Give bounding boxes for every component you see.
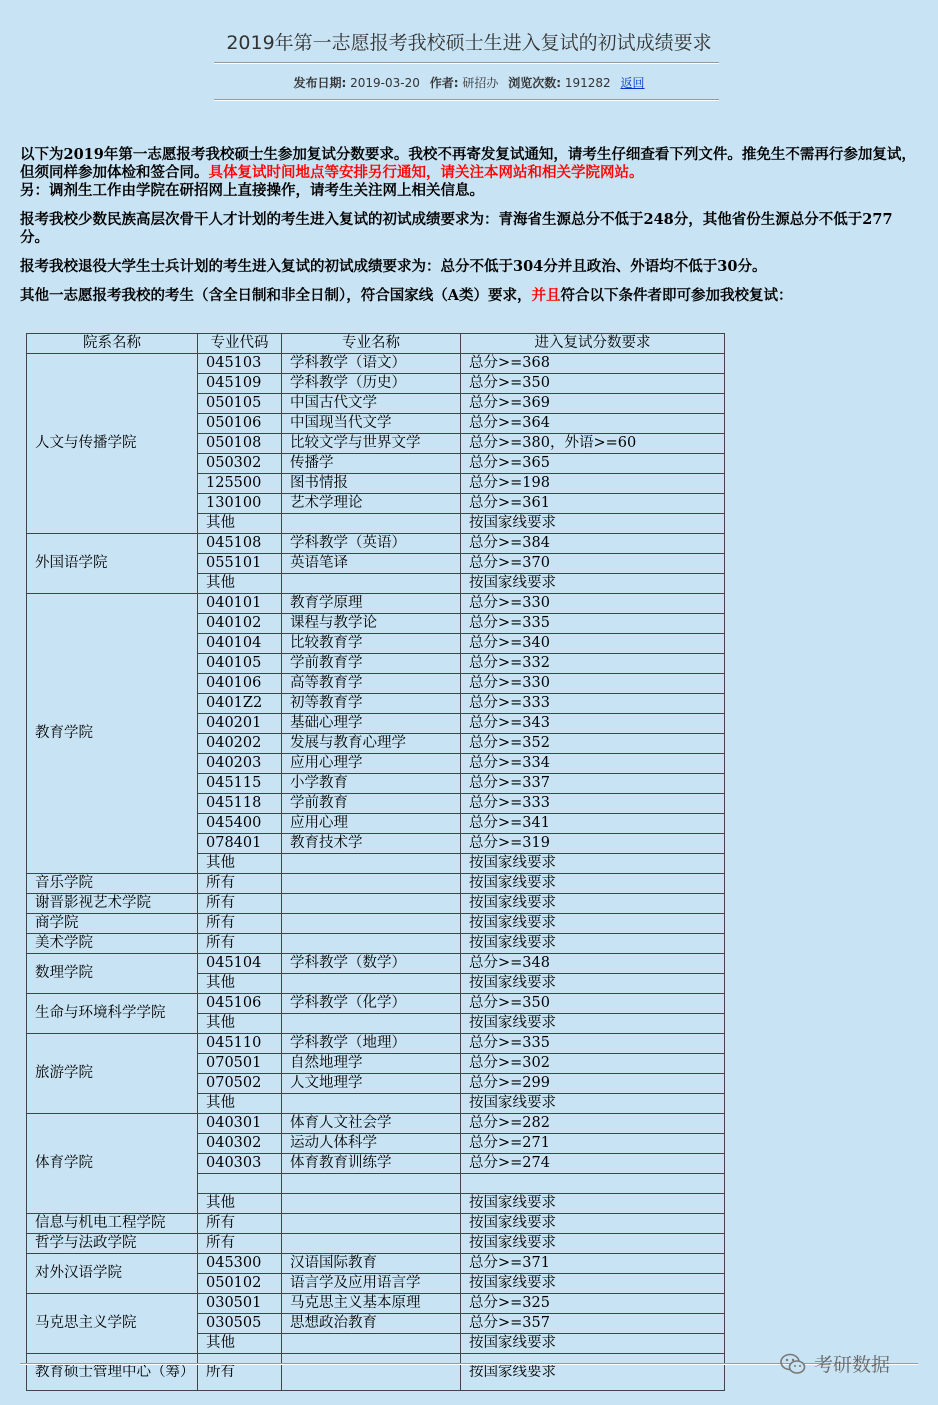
- major-name: [282, 1094, 461, 1114]
- back-link[interactable]: 返回: [620, 76, 645, 90]
- college-name: 外国语学院: [27, 534, 198, 594]
- major-name: [282, 1014, 461, 1034]
- score-requirement: 按国家线要求: [461, 1214, 725, 1234]
- major-code: 045103: [198, 354, 282, 374]
- major-code: 所有: [198, 1214, 282, 1234]
- watermark: [780, 1350, 890, 1377]
- score-requirement: 总分>=364: [461, 414, 725, 434]
- table-row: [27, 354, 725, 374]
- major-code: 045115: [198, 774, 282, 794]
- major-name: 学科教学（英语）: [282, 534, 461, 554]
- major-name: [282, 1334, 461, 1354]
- score-requirement: 总分>=319: [461, 834, 725, 854]
- college-name: 体育学院: [27, 1114, 198, 1214]
- major-name: 小学教育: [282, 774, 461, 794]
- major-name: [282, 874, 461, 894]
- major-name: [282, 934, 461, 954]
- table-row: [27, 1034, 725, 1054]
- major-code: 其他: [198, 1014, 282, 1034]
- author-label: 作者:: [429, 76, 459, 90]
- article-meta: [0, 74, 938, 91]
- score-requirement: 按国家线要求: [461, 914, 725, 934]
- major-name: [282, 1354, 461, 1391]
- score-requirement: 按国家线要求: [461, 1014, 725, 1034]
- major-code: 045104: [198, 954, 282, 974]
- table-row: [27, 934, 725, 954]
- score-requirement: 总分>=333: [461, 794, 725, 814]
- college-name: 谢晋影视艺术学院: [27, 894, 198, 914]
- major-name: 自然地理学: [282, 1054, 461, 1074]
- score-table-body: [27, 354, 725, 1391]
- major-name: 比较教育学: [282, 634, 461, 654]
- major-code: 050102: [198, 1274, 282, 1294]
- major-code: 040106: [198, 674, 282, 694]
- table-row: [27, 1294, 725, 1314]
- college-name: 哲学与法政学院: [27, 1234, 198, 1254]
- score-requirement: 总分>=371: [461, 1254, 725, 1274]
- major-name: 体育人文社会学: [282, 1114, 461, 1134]
- major-code: 其他: [198, 854, 282, 874]
- score-requirement: 按国家线要求: [461, 1334, 725, 1354]
- major-name: 学前教育学: [282, 654, 461, 674]
- major-code: 所有: [198, 874, 282, 894]
- score-requirement: 总分>=365: [461, 454, 725, 474]
- college-name: 生命与环境科学学院: [27, 994, 198, 1034]
- score-requirement: 按国家线要求: [461, 894, 725, 914]
- score-requirement: 总分>=325: [461, 1294, 725, 1314]
- major-code: 040201: [198, 714, 282, 734]
- major-name: 发展与教育心理学: [282, 734, 461, 754]
- major-name: 马克思主义基本原理: [282, 1294, 461, 1314]
- intro-notice-red: 具体复试时间地点等安排另行通知，请关注本网站和相关学院网站。: [208, 164, 644, 181]
- score-requirement: 总分>=369: [461, 394, 725, 414]
- header-major: 专业名称: [282, 334, 461, 354]
- score-requirement: 总分>=348: [461, 954, 725, 974]
- major-code: 070501: [198, 1054, 282, 1074]
- college-name: 音乐学院: [27, 874, 198, 894]
- watermark-text: 考研数据: [814, 1354, 891, 1376]
- major-code: 045300: [198, 1254, 282, 1274]
- score-requirement: 总分>=333: [461, 694, 725, 714]
- major-name: 课程与教学论: [282, 614, 461, 634]
- major-code: 040301: [198, 1114, 282, 1134]
- major-name: 中国古代文学: [282, 394, 461, 414]
- major-name: [282, 574, 461, 594]
- table-row: [27, 874, 725, 894]
- score-requirement: 总分>=198: [461, 474, 725, 494]
- score-requirement: 按国家线要求: [461, 514, 725, 534]
- score-requirement: 总分>=302: [461, 1054, 725, 1074]
- major-name: 应用心理学: [282, 754, 461, 774]
- intro-paragraph-1: [20, 146, 918, 200]
- major-code: 030505: [198, 1314, 282, 1334]
- major-code: 040101: [198, 594, 282, 614]
- major-name: [282, 1214, 461, 1234]
- major-name: 教育学原理: [282, 594, 461, 614]
- score-requirement: 总分>=357: [461, 1314, 725, 1334]
- score-table: [26, 333, 725, 1391]
- score-requirement: 总分>=335: [461, 1034, 725, 1054]
- college-name: 商学院: [27, 914, 198, 934]
- score-requirement: 按国家线要求: [461, 854, 725, 874]
- college-name: 教育硕士管理中心（筹）: [27, 1354, 198, 1391]
- major-code: 040102: [198, 614, 282, 634]
- college-name: 美术学院: [27, 934, 198, 954]
- major-name: 人文地理学: [282, 1074, 461, 1094]
- major-code: 所有: [198, 894, 282, 914]
- major-name: [282, 1194, 461, 1214]
- major-code: 其他: [198, 1194, 282, 1214]
- table-row: [27, 894, 725, 914]
- major-code: 其他: [198, 514, 282, 534]
- score-requirement: 按国家线要求: [461, 1194, 725, 1214]
- meta-divider: [214, 99, 719, 101]
- intro-text: 符合以下条件者即可参加我校复试：: [560, 287, 793, 304]
- major-name: 学科教学（数学）: [282, 954, 461, 974]
- view-count: 191282: [564, 76, 611, 90]
- major-code: 050105: [198, 394, 282, 414]
- major-name: 比较文学与世界文学: [282, 434, 461, 454]
- table-row: [27, 994, 725, 1014]
- major-code: 030501: [198, 1294, 282, 1314]
- major-name: [282, 854, 461, 874]
- major-code: 040203: [198, 754, 282, 774]
- score-requirement: 总分>=361: [461, 494, 725, 514]
- intro-emphasis-red: 并且: [531, 287, 561, 304]
- major-name: 学科教学（地理）: [282, 1034, 461, 1054]
- title-divider: [214, 62, 719, 64]
- major-code: 070502: [198, 1074, 282, 1094]
- intro-paragraph-2: 报考我校少数民族高层次骨干人才计划的考生进入复试的初试成绩要求为：青海省生源总分不低于248分，其他省份生源总分不低于277分。: [20, 211, 893, 246]
- author: 研招办: [462, 76, 499, 90]
- major-name: 中国现当代文学: [282, 414, 461, 434]
- major-name: [282, 914, 461, 934]
- score-requirement: 总分>=380，外语>=60: [461, 434, 725, 454]
- score-requirement: 总分>=282: [461, 1114, 725, 1134]
- major-name: 应用心理: [282, 814, 461, 834]
- publish-date: 2019-03-20: [350, 76, 420, 90]
- major-name: 学科教学（语文）: [282, 354, 461, 374]
- score-requirement: 按国家线要求: [461, 1234, 725, 1254]
- intro-paragraph-4: [20, 287, 918, 305]
- major-code: 078401: [198, 834, 282, 854]
- major-code: 050106: [198, 414, 282, 434]
- major-name: 艺术学理论: [282, 494, 461, 514]
- major-code: 其他: [198, 1094, 282, 1114]
- score-requirement: 总分>=341: [461, 814, 725, 834]
- major-name: 基础心理学: [282, 714, 461, 734]
- major-code: 040104: [198, 634, 282, 654]
- major-code: 其他: [198, 1334, 282, 1354]
- score-requirement: 总分>=340: [461, 634, 725, 654]
- score-requirement: 按国家线要求: [461, 1094, 725, 1114]
- score-requirement: 按国家线要求: [461, 1274, 725, 1294]
- page-title: 2019年第一志愿报考我校硕士生进入复试的初试成绩要求: [226, 32, 712, 54]
- major-name: 学前教育: [282, 794, 461, 814]
- major-code: 045108: [198, 534, 282, 554]
- header-college: 院系名称: [27, 334, 198, 354]
- college-name: 马克思主义学院: [27, 1294, 198, 1354]
- major-name: 运动人体科学: [282, 1134, 461, 1154]
- header-code: 专业代码: [198, 334, 282, 354]
- score-requirement: 总分>=335: [461, 614, 725, 634]
- major-name: 语言学及应用语言学: [282, 1274, 461, 1294]
- college-name: 教育学院: [27, 594, 198, 874]
- score-requirement: 总分>=370: [461, 554, 725, 574]
- major-name: 体育教育训练学: [282, 1154, 461, 1174]
- intro-text: 以下为2019年第一志愿报考我校硕士生参加复试分数要求。我校不再寄发复试通知，请考生仔细查看下列文件。推免生不需再行参加复试，但须同样参加体检和签合同。: [20, 146, 916, 181]
- score-requirement: 按国家线要求: [461, 934, 725, 954]
- major-code: 其他: [198, 574, 282, 594]
- major-name: 传播学: [282, 454, 461, 474]
- college-name: 旅游学院: [27, 1034, 198, 1114]
- table-row: [27, 1254, 725, 1274]
- score-requirement: 总分>=343: [461, 714, 725, 734]
- major-code: 所有: [198, 934, 282, 954]
- score-requirement: 总分>=330: [461, 674, 725, 694]
- major-code: 0401Z2: [198, 694, 282, 714]
- score-requirement: 总分>=337: [461, 774, 725, 794]
- score-requirement: 按国家线要求: [461, 974, 725, 994]
- header-requirement: 进入复试分数要求: [461, 334, 725, 354]
- college-name: 人文与传播学院: [27, 354, 198, 534]
- score-requirement: 总分>=350: [461, 374, 725, 394]
- major-code: 所有: [198, 1234, 282, 1254]
- major-name: 教育技术学: [282, 834, 461, 854]
- major-name: 初等教育学: [282, 694, 461, 714]
- score-requirement: 按国家线要求: [461, 1354, 725, 1391]
- major-name: [282, 1234, 461, 1254]
- intro-text: 其他一志愿报考我校的考生（含全日制和非全日制），符合国家线（A类）要求，: [20, 287, 532, 304]
- score-requirement: 总分>=368: [461, 354, 725, 374]
- score-requirement: 总分>=330: [461, 594, 725, 614]
- major-name: [282, 974, 461, 994]
- major-code: 045118: [198, 794, 282, 814]
- major-code: 045110: [198, 1034, 282, 1054]
- score-requirement: 总分>=274: [461, 1154, 725, 1174]
- major-name: [282, 1174, 461, 1194]
- major-code: 050108: [198, 434, 282, 454]
- major-code: 050302: [198, 454, 282, 474]
- major-code: 040302: [198, 1134, 282, 1154]
- major-code: 045400: [198, 814, 282, 834]
- score-requirement: 按国家线要求: [461, 574, 725, 594]
- college-name: 数理学院: [27, 954, 198, 994]
- table-header-row: [27, 334, 725, 354]
- major-name: 学科教学（历史）: [282, 374, 461, 394]
- score-requirement: 总分>=350: [461, 994, 725, 1014]
- table-row: [27, 1114, 725, 1134]
- major-name: 图书情报: [282, 474, 461, 494]
- score-requirement: 总分>=299: [461, 1074, 725, 1094]
- major-code: 045109: [198, 374, 282, 394]
- major-name: 学科教学（化学）: [282, 994, 461, 1014]
- intro-transfer-note: 另：调剂生工作由学院在研招网上直接操作，请考生关注网上相关信息。: [20, 182, 484, 199]
- table-row: [27, 954, 725, 974]
- major-code: 所有: [198, 914, 282, 934]
- major-name: [282, 894, 461, 914]
- table-row: [27, 1214, 725, 1234]
- major-code: 045106: [198, 994, 282, 1014]
- college-name: 对外汉语学院: [27, 1254, 198, 1294]
- major-name: 汉语国际教育: [282, 1254, 461, 1274]
- major-code: 125500: [198, 474, 282, 494]
- score-requirement: 总分>=352: [461, 734, 725, 754]
- major-code: 其他: [198, 974, 282, 994]
- major-code: 所有: [198, 1354, 282, 1391]
- score-requirement: 总分>=271: [461, 1134, 725, 1154]
- major-code: 130100: [198, 494, 282, 514]
- table-row: [27, 1354, 725, 1391]
- table-row: [27, 534, 725, 554]
- score-requirement: 总分>=334: [461, 754, 725, 774]
- score-requirement: 按国家线要求: [461, 874, 725, 894]
- wechat-icon: [780, 1353, 806, 1375]
- score-requirement: [461, 1174, 725, 1194]
- major-name: 英语笔译: [282, 554, 461, 574]
- score-requirement: 总分>=384: [461, 534, 725, 554]
- table-row: [27, 594, 725, 614]
- intro-paragraph-3: 报考我校退役大学生士兵计划的考生进入复试的初试成绩要求为：总分不低于304分并且政治、外语均不低于30分。: [20, 258, 767, 275]
- major-code: 040202: [198, 734, 282, 754]
- major-name: 高等教育学: [282, 674, 461, 694]
- score-requirement: 总分>=332: [461, 654, 725, 674]
- major-code: 040105: [198, 654, 282, 674]
- major-code: 040303: [198, 1154, 282, 1174]
- major-name: [282, 514, 461, 534]
- college-name: 信息与机电工程学院: [27, 1214, 198, 1234]
- table-row: [27, 1234, 725, 1254]
- table-row: [27, 914, 725, 934]
- article-intro: [20, 146, 918, 305]
- views-label: 浏览次数:: [508, 76, 562, 90]
- major-code: [198, 1174, 282, 1194]
- major-code: 055101: [198, 554, 282, 574]
- date-label: 发布日期:: [293, 76, 347, 90]
- major-name: 思想政治教育: [282, 1314, 461, 1334]
